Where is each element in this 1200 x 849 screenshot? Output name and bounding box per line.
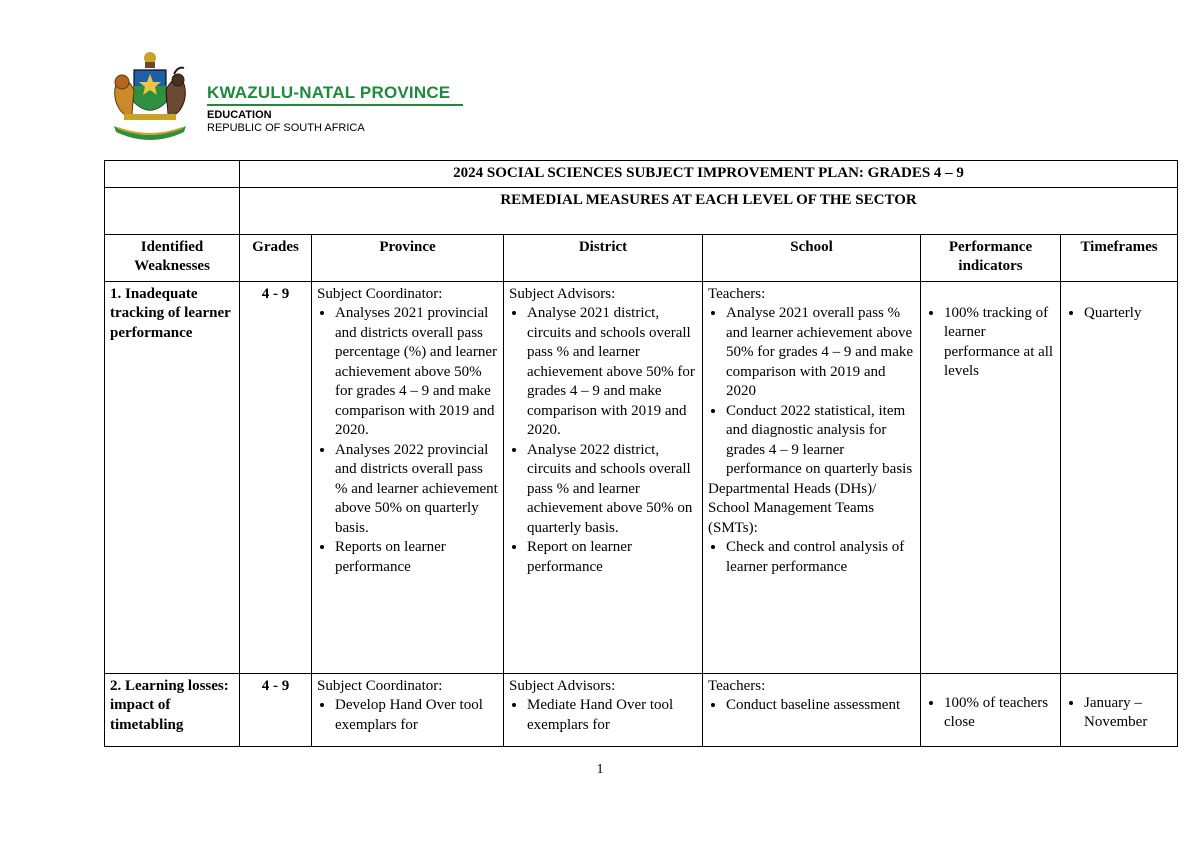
province-branding [207,83,463,135]
grades-cell: 4 - 9 [240,673,312,746]
title-blank-cell [105,161,240,188]
col-header-timeframes: Timeframes [1061,234,1178,281]
list-item: • Check and control analysis of learner performance [726,538,915,577]
indicators-list [926,304,1055,382]
school-lead: Teachers: [708,285,766,302]
list-item: • Conduct baseline assessment [726,696,915,716]
list-item: • Analyse 2021 district, circuits and schools overall pass % and learner achievement above 50% for grades 4 – 9 and make comparison with 2019 and 2020. [527,304,697,441]
grades-cell: 4 - 9 [240,281,312,673]
indicators-list [926,694,1055,733]
school-cell [703,673,921,746]
coat-of-arms-logo [104,48,196,140]
plan-title: 2024 SOCIAL SCIENCES SUBJECT IMPROVEMENT PLAN: GRADES 4 – 9 [240,161,1178,188]
province-list [317,696,498,735]
col-header-district: District [504,234,703,281]
timeframes-cell [1061,673,1178,746]
province-lead: Subject Coordinator: [317,285,443,302]
col-header-school: School [703,234,921,281]
table-row [105,673,1178,746]
district-cell [504,281,703,673]
table-row [105,281,1178,673]
list-item: • Mediate Hand Over tool exemplars for [527,696,697,735]
column-header-row [105,234,1178,281]
col-header-indicators: Performance indicators [921,234,1061,281]
district-list [509,304,697,577]
col-header-province: Province [312,234,504,281]
list-item: • 100% tracking of learner performance at all levels [944,304,1055,382]
province-list [317,304,498,577]
school-lead: Teachers: [708,677,766,694]
list-item: • Analyses 2022 provincial and districts overall pass % and learner achievement above 50% on quarterly basis. [335,441,498,539]
country-name: REPUBLIC OF SOUTH AFRICA [207,122,365,134]
col-header-weaknesses: Identified Weaknesses [105,234,240,281]
weakness-cell: 2. Learning losses: impact of timetabling [105,673,240,746]
list-item: • Reports on learner performance [335,538,498,577]
list-item: • Analyse 2021 overall pass % and learner achievement above 50% for grades 4 – 9 and make comparison with 2019 and 2020 [726,304,915,402]
list-item: • Quarterly [1084,304,1172,324]
timeframes-list [1066,694,1172,733]
indicators-cell [921,673,1061,746]
school-list [708,696,915,716]
province-cell [312,281,504,673]
timeframes-list [1066,304,1172,324]
district-cell [504,673,703,746]
district-list [509,696,697,735]
list-item: • January – November [1084,694,1172,733]
district-lead: Subject Advisors: [509,677,616,694]
title-row [105,161,1178,188]
page-number: 1 [596,762,604,777]
list-item: • Develop Hand Over tool exemplars for [335,696,498,735]
col-header-grades: Grades [240,234,312,281]
province-lead: Subject Coordinator: [317,677,443,694]
weakness-cell: 1. Inadequate tracking of learner performance [105,281,240,673]
improvement-plan-table [104,160,1178,747]
list-item: • 100% of teachers close [944,694,1055,733]
province-cell [312,673,504,746]
brand-rule [207,104,463,106]
list-item: • Conduct 2022 statistical, item and diagnostic analysis for grades 4 – 9 learner performance on quarterly basis [726,402,915,480]
subtitle-blank-cell [105,187,240,234]
timeframes-cell [1061,281,1178,673]
list-item: • Analyse 2022 district, circuits and schools overall pass % and learner achievement above 50% on quarterly basis. [527,441,697,539]
school-lead-secondary: Departmental Heads (DHs)/ School Management Teams (SMTs): [708,480,877,536]
list-item: • Analyses 2021 provincial and districts overall pass percentage (%) and learner achievement above 50% for grades 4 – 9 and make comparison with 2019 and 2020. [335,304,498,441]
district-lead: Subject Advisors: [509,285,616,302]
indicators-cell [921,281,1061,673]
subtitle-row [105,187,1178,234]
list-item: • Report on learner performance [527,538,697,577]
plan-subtitle: REMEDIAL MEASURES AT EACH LEVEL OF THE SECTOR [240,187,1178,234]
school-list-secondary [708,538,915,577]
school-cell [703,281,921,673]
department-name: EDUCATION [207,109,272,121]
province-name: KWAZULU-NATAL PROVINCE [207,83,451,102]
school-list [708,304,915,480]
